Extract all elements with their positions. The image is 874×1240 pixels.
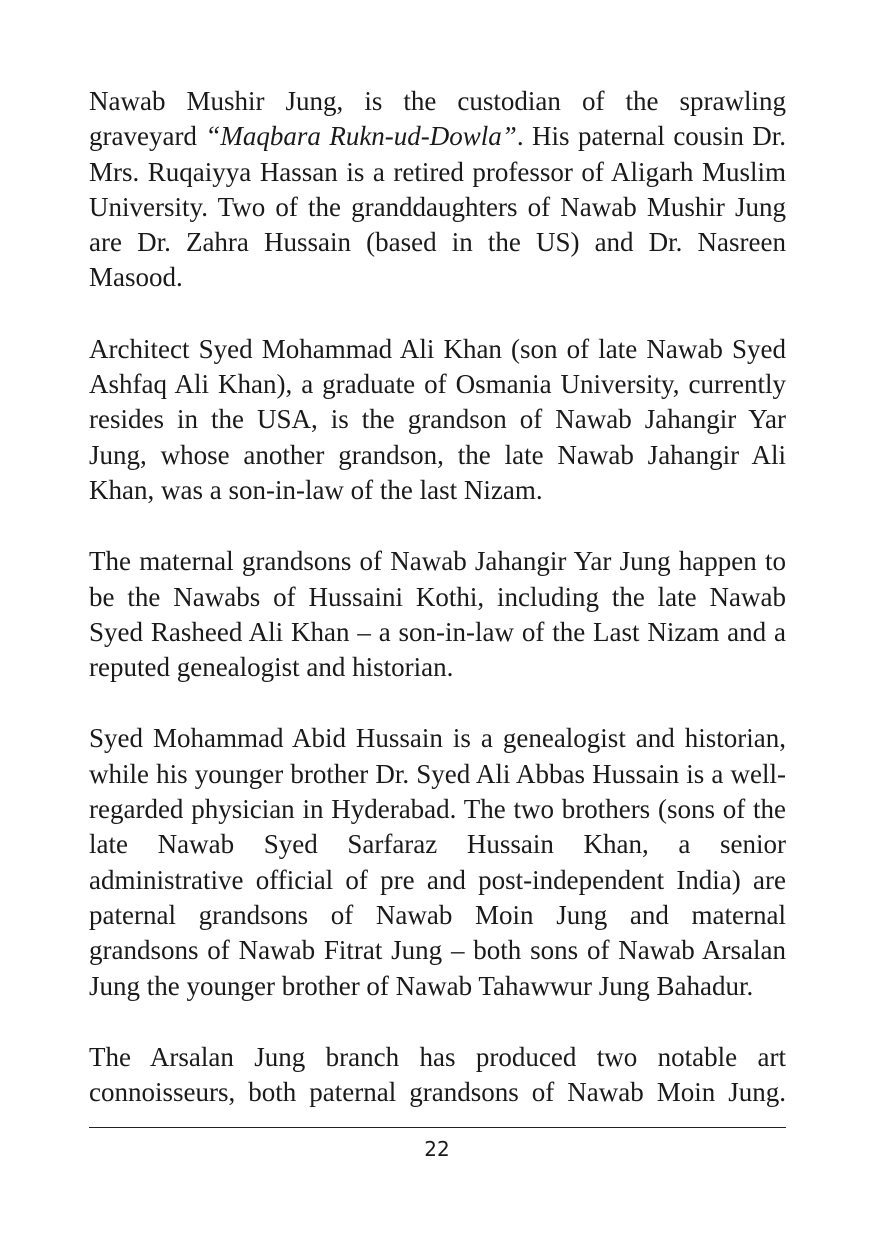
paragraph-maternal-grandsons: The maternal grandsons of Nawab Jahangir Yar Jung happen to be the Nawabs of Hussaini Kothi, including the late Nawab Syed Rasheed Ali Khan – a son-in-law of the Last Nizam and a reputed genealogist and historian. bbox=[89, 546, 786, 683]
page-body bbox=[89, 84, 786, 1110]
graveyard-name: “Maqbara Rukn-ud-Dowla” bbox=[205, 121, 517, 152]
paragraph-abid-hussain: Syed Mohammad Abid Hussain is a genealogist and historian, while his younger brother Dr. Syed Ali Abbas Hussain is a well-regarded physician in Hyderabad. The two brothers (sons of the late Nawab Syed Sarfaraz Hussain Khan, a senior administrative official of pre and post-independent India) are paternal grandsons of Nawab Moin Jung and maternal grandsons of Nawab Fitrat Jung – both sons of Nawab Arsalan Jung the younger brother of Nawab Tahawwur Jung Bahadur. bbox=[89, 723, 786, 1001]
paragraph-1-text-start: Nawab Mushir Jung, is the custodian of the sprawling graveyard bbox=[89, 86, 786, 152]
paragraph-arsalan-jung: The Arsalan Jung branch has produced two notable art connoisseurs, both paternal grandsons of Nawab Moin Jung. bbox=[89, 1041, 786, 1108]
page-number: 22 bbox=[424, 1137, 450, 1161]
paragraph-jahangir-yar-jung: Architect Syed Mohammad Ali Khan (son of late Nawab Syed Ashfaq Ali Khan), a graduate of Osmania University, currently resides in the USA, is the grandson of Nawab Jahangir Yar Jung, whose another grandson, the late Nawab Jahangir Ali Khan, was a son-in-law of the last Nizam. bbox=[89, 333, 786, 505]
paragraph-1-text-end: . His paternal cousin Dr. Mrs. Ruqaiyya Hassan is a retired professor of Aligarh Muslim University. Two of the granddaughters of Nawab Mushir Jung are Dr. Zahra Hussain (based in the US) and Dr. Nasreen Masood. bbox=[89, 121, 786, 293]
footer-divider bbox=[89, 1127, 786, 1128]
paragraph-mushir-jung bbox=[89, 84, 786, 296]
